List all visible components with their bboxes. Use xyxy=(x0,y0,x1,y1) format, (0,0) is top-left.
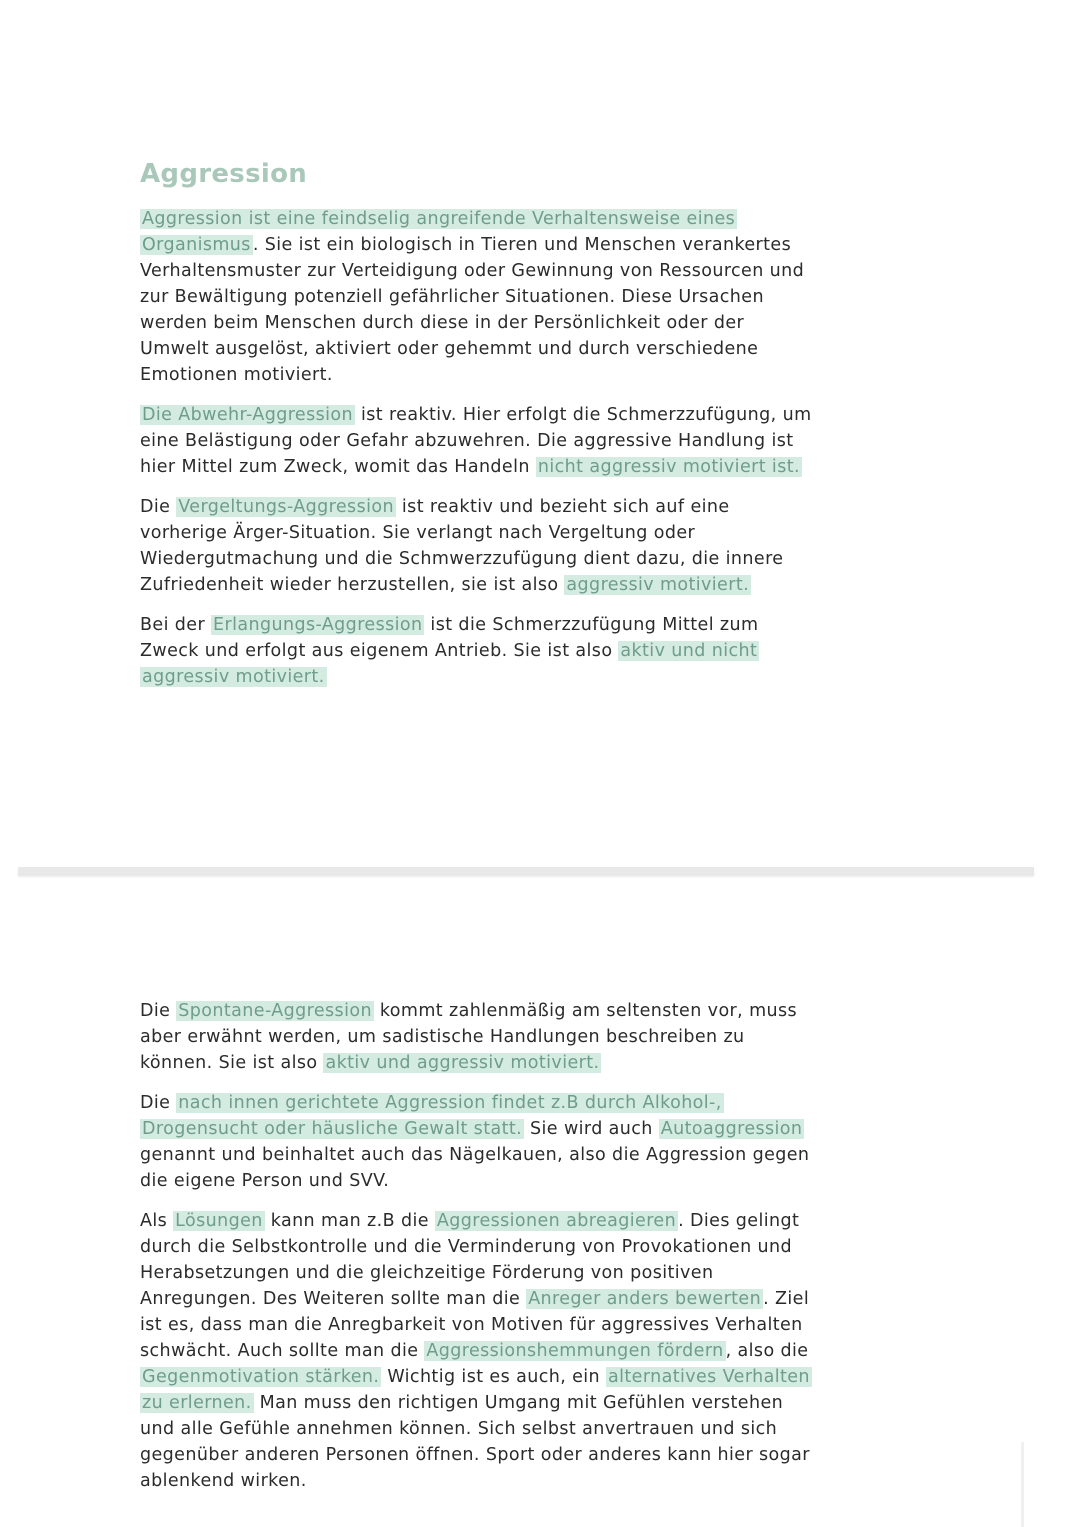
highlighted-text: Erlangungs-Aggression xyxy=(213,615,423,635)
text-segment: Zufriedenheit wieder herzustellen, sie ist also xyxy=(140,575,565,595)
text-segment: Emotionen motiviert. xyxy=(140,365,333,385)
highlighted-text: nach innen gerichtete Aggression findet z.B durch Alkohol-, xyxy=(178,1093,722,1113)
text-segment: eine Belästigung oder Gefahr abzuwehren. Die aggressive Handlung ist xyxy=(140,431,794,451)
text-segment: Die xyxy=(140,1001,177,1021)
page-1-content xyxy=(140,156,930,704)
text-segment: kommt zahlenmäßig am seltensten vor, muss xyxy=(373,1001,798,1021)
text-segment: aber erwähnt werden, um sadistische Handlungen beschreiben zu xyxy=(140,1027,745,1047)
page-2-content xyxy=(140,998,930,1508)
highlighted-text: Aggressionshemmungen fördern xyxy=(426,1341,724,1361)
text-segment: Man muss den richtigen Umgang mit Gefühlen verstehen xyxy=(253,1393,784,1413)
highlighted-text: Gegenmotivation stärken. xyxy=(142,1367,380,1387)
text-segment: und alle Gefühle annehmen können. Sich selbst anvertrauen und sich xyxy=(140,1419,778,1439)
text-segment: vorherige Ärger-Situation. Sie verlangt nach Vergeltung oder xyxy=(140,523,696,543)
highlighted-text: Organismus xyxy=(142,235,251,255)
paragraph-definition xyxy=(140,206,930,388)
text-segment: . Ziel xyxy=(763,1289,810,1309)
highlighted-text: alternatives Verhalten xyxy=(608,1367,810,1387)
text-segment: Wichtig ist es auch, ein xyxy=(381,1367,607,1387)
text-segment: Herabsetzungen und die gleichzeitige Förderung von positiven xyxy=(140,1263,714,1283)
text-segment: Die xyxy=(140,1093,177,1113)
text-segment: Anregungen. Des Weiteren sollte man die xyxy=(140,1289,527,1309)
highlighted-text: aggressiv motiviert. xyxy=(566,575,750,595)
text-segment: Umwelt ausgelöst, aktiviert oder gehemmt und durch verschiedene xyxy=(140,339,759,359)
text-segment: Verhaltensmuster zur Verteidigung oder Gewinnung von Ressourcen und xyxy=(140,261,805,281)
highlighted-text: Die Abwehr-Aggression xyxy=(142,405,353,425)
highlighted-text: aggressiv motiviert. xyxy=(142,667,325,687)
text-segment: ist reaktiv und bezieht sich auf eine xyxy=(395,497,730,517)
text-segment: die eigene Person und SVV. xyxy=(140,1171,390,1191)
text-segment: ist reaktiv. Hier erfolgt die Schmerzzufügung, um xyxy=(354,405,812,425)
highlighted-text: Autoaggression xyxy=(660,1119,803,1139)
text-segment: . Sie ist ein biologisch in Tieren und Menschen verankertes xyxy=(252,235,792,255)
text-segment: Die xyxy=(140,497,177,517)
highlighted-text: Spontane-Aggression xyxy=(178,1001,372,1021)
text-segment: Sie wird auch xyxy=(524,1119,659,1139)
highlighted-text: Aggression ist eine feindselig angreifende Verhaltensweise eines xyxy=(142,209,736,229)
text-segment: kann man z.B die xyxy=(264,1211,435,1231)
highlighted-text: Lösungen xyxy=(175,1211,263,1231)
paragraph-vergeltungs-aggression xyxy=(140,494,930,598)
text-segment: ist die Schmerzzufügung Mittel zum xyxy=(424,615,759,635)
highlighted-text: zu erlernen. xyxy=(142,1393,252,1413)
text-segment: Wiedergutmachung und die Schmwerzzufügung dient dazu, die innere xyxy=(140,549,784,569)
text-segment: ablenkend wirken. xyxy=(140,1471,307,1491)
paragraph-erlangungs-aggression xyxy=(140,612,930,690)
highlighted-text: aktiv und nicht xyxy=(620,641,758,661)
highlighted-text: Anreger anders bewerten xyxy=(528,1289,762,1309)
text-segment: Zweck und erfolgt aus eigenem Antrieb. Sie ist also xyxy=(140,641,619,661)
paragraph-loesungen xyxy=(140,1208,930,1494)
text-segment: werden beim Menschen durch diese in der Persönlichkeit oder der xyxy=(140,313,745,333)
page-title: Aggression xyxy=(140,159,308,189)
highlighted-text: aktiv und aggressiv motiviert. xyxy=(325,1053,600,1073)
paragraph-abwehr-aggression xyxy=(140,402,930,480)
text-segment: zur Bewältigung potenziell gefährlicher Situationen. Diese Ursachen xyxy=(140,287,764,307)
highlighted-text: Drogensucht oder häusliche Gewalt statt. xyxy=(142,1119,523,1139)
paragraph-spontane-aggression xyxy=(140,998,930,1076)
text-segment: genannt und beinhaltet auch das Nägelkauen, also die Aggression gegen xyxy=(140,1145,810,1165)
text-segment: . Dies gelingt xyxy=(678,1211,800,1231)
text-segment: Als xyxy=(140,1211,174,1231)
highlighted-text: Aggressionen abreagieren xyxy=(436,1211,677,1231)
text-segment: hier Mittel zum Zweck, womit das Handeln xyxy=(140,457,536,477)
scroll-edge-line xyxy=(1021,1442,1024,1527)
page-divider xyxy=(18,867,1034,876)
paragraph-nach-innen-gerichtete-aggression xyxy=(140,1090,930,1194)
text-segment: durch die Selbstkontrolle und die Verminderung von Provokationen und xyxy=(140,1237,793,1257)
document-page-2 xyxy=(0,878,1080,1527)
text-segment: schwächt. Auch sollte man die xyxy=(140,1341,425,1361)
text-segment: Bei der xyxy=(140,615,212,635)
text-segment: gegenüber anderen Personen öffnen. Sport oder anderes kann hier sogar xyxy=(140,1445,810,1465)
text-segment: ist es, dass man die Anregbarkeit von Motiven für aggressives Verhalten xyxy=(140,1315,803,1335)
highlighted-text: nicht aggressiv motiviert ist. xyxy=(537,457,800,477)
text-segment: , also die xyxy=(725,1341,809,1361)
text-segment: können. Sie ist also xyxy=(140,1053,324,1073)
highlighted-text: Vergeltungs-Aggression xyxy=(178,497,394,517)
